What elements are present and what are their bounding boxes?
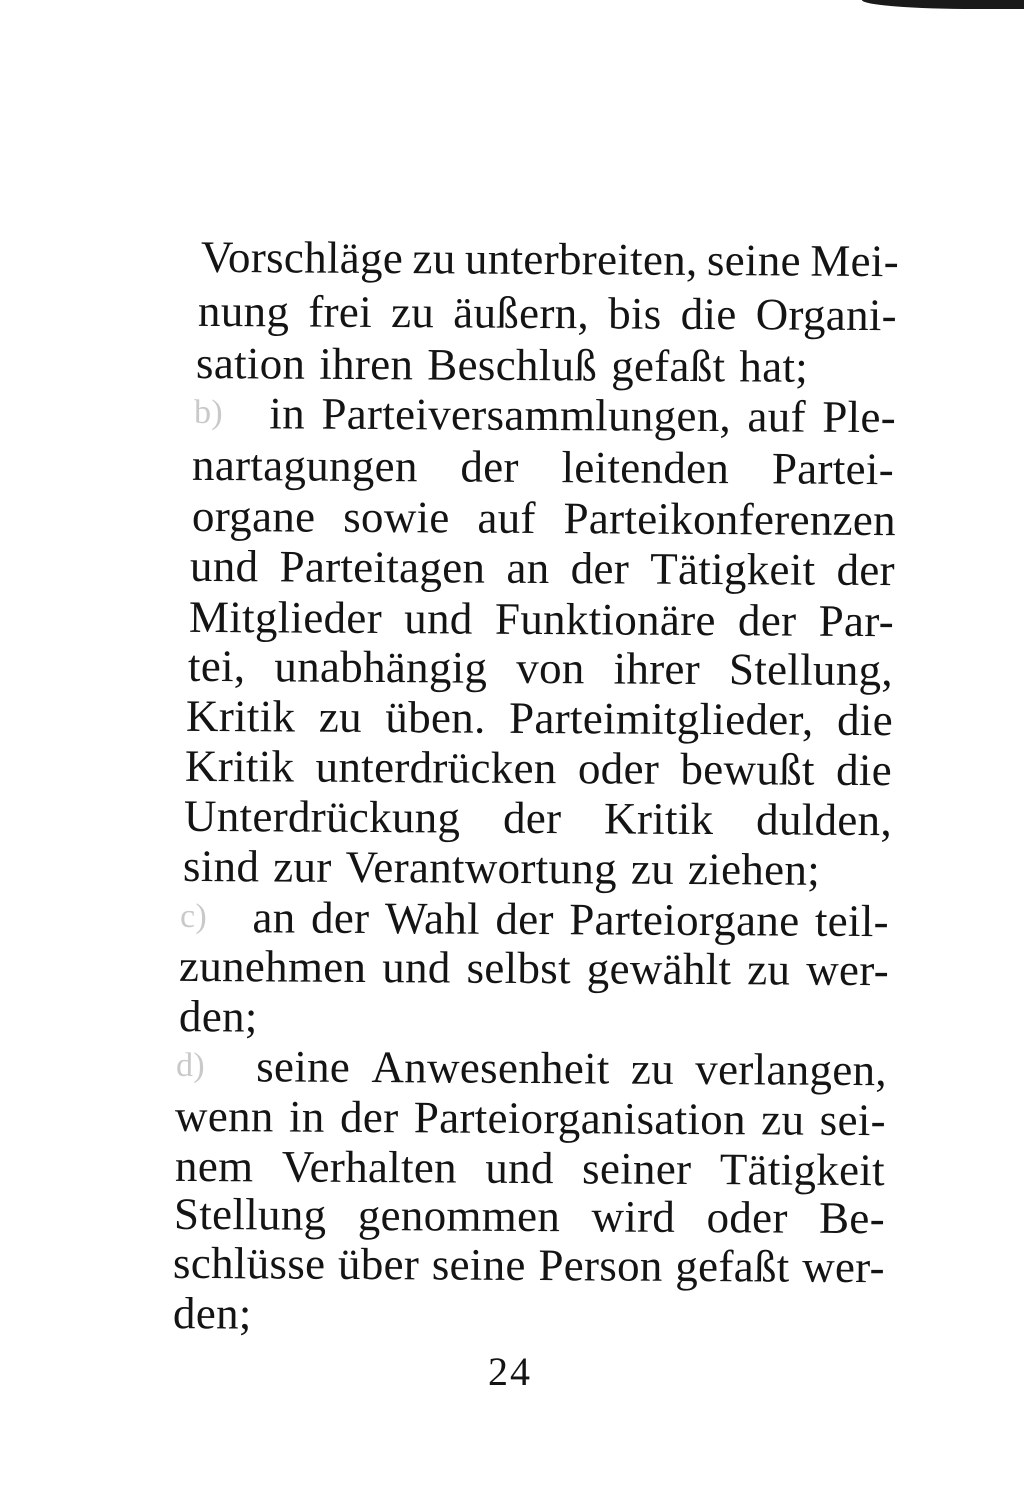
- enumeration-marker: b): [193, 393, 224, 432]
- word: der: [495, 893, 554, 945]
- word: Funktionäre: [494, 593, 716, 646]
- word: Kritik: [185, 690, 296, 742]
- word: in: [288, 1091, 325, 1142]
- text-line: [173, 1286, 473, 1342]
- word: tei,: [187, 640, 246, 692]
- text-line: [190, 539, 895, 597]
- word: zu: [630, 843, 675, 894]
- word: schlüsse: [172, 1237, 326, 1289]
- word: und: [404, 593, 473, 644]
- text-line: [196, 336, 836, 394]
- word: hat;: [739, 341, 809, 392]
- word: zu: [747, 944, 791, 995]
- word: und: [382, 942, 451, 993]
- word: Stellung: [173, 1188, 327, 1240]
- word: Person: [538, 1240, 663, 1291]
- word: in: [269, 388, 306, 439]
- word: Tätigkeit: [719, 1144, 886, 1196]
- word: seine: [431, 1239, 526, 1290]
- word: Beschluß: [427, 339, 598, 391]
- word: der: [460, 441, 519, 492]
- word: Partei-: [771, 443, 895, 495]
- word: die: [680, 288, 737, 340]
- word: Be-: [818, 1192, 886, 1244]
- word: und: [485, 1142, 554, 1194]
- word: seine: [256, 1041, 351, 1092]
- word: wer-: [802, 1241, 886, 1293]
- word: frei: [308, 286, 373, 337]
- text-line: [183, 839, 873, 897]
- word: sind: [182, 840, 260, 892]
- text-line: [173, 1236, 885, 1294]
- word: und: [189, 540, 259, 592]
- word: zur: [273, 841, 332, 892]
- word: Organi-: [755, 289, 898, 341]
- word: ziehen;: [687, 843, 821, 895]
- word: leitenden: [561, 442, 730, 494]
- word: den;: [178, 991, 258, 1042]
- word: bewußt: [680, 743, 815, 795]
- page-number: 24: [488, 1349, 532, 1394]
- word: nartagungen: [191, 439, 418, 492]
- word: unterbreiten,: [464, 233, 698, 285]
- word: sowie: [343, 491, 450, 543]
- word: Parteiorgane: [569, 894, 800, 946]
- text-line: [192, 489, 896, 547]
- word: sation: [195, 338, 306, 389]
- word: Tätigkeit: [650, 543, 816, 595]
- word: zu: [412, 233, 456, 284]
- text-line: [198, 284, 897, 342]
- word: von: [516, 642, 585, 694]
- text-line: [176, 1039, 887, 1097]
- word: Ple-: [822, 391, 897, 443]
- word: Parteitagen: [279, 541, 486, 593]
- word: wird: [591, 1191, 676, 1242]
- word: Kritik: [603, 793, 714, 845]
- word: Parteiorganisation: [413, 1092, 747, 1145]
- word: an: [252, 892, 296, 943]
- word: zu: [630, 1043, 675, 1094]
- word: ihren: [319, 338, 414, 390]
- word: der: [310, 892, 370, 943]
- word: sei-: [819, 1094, 887, 1146]
- word: seiner: [581, 1143, 692, 1194]
- word: der: [737, 595, 797, 646]
- word: äußern,: [453, 287, 590, 339]
- word: an: [506, 542, 550, 594]
- word: der: [502, 792, 562, 844]
- word: Parteiversammlungen,: [321, 388, 732, 442]
- word: selbst: [466, 942, 572, 994]
- word: dulden,: [755, 794, 893, 846]
- word: Kritik: [184, 740, 295, 792]
- word: auf: [477, 492, 536, 543]
- word: verlangen,: [695, 1044, 888, 1096]
- word: auf: [747, 391, 807, 442]
- word: Wahl: [384, 893, 481, 944]
- text-line: [192, 438, 894, 496]
- word: zu: [761, 1094, 805, 1145]
- word: Parteimitglieder,: [508, 692, 814, 745]
- text-line: [185, 739, 892, 797]
- word: seine: [706, 234, 802, 286]
- word: Verantwortung: [345, 841, 618, 894]
- word: bis: [608, 288, 662, 339]
- word: nem: [174, 1140, 254, 1192]
- word: Mei-: [810, 235, 900, 287]
- word: die: [836, 694, 894, 746]
- word: organe: [191, 490, 316, 542]
- text-line: [179, 939, 889, 997]
- word: unterdrücken: [315, 741, 557, 794]
- word: zu: [318, 691, 363, 742]
- text-line: [184, 789, 892, 847]
- word: den;: [172, 1288, 252, 1339]
- word: Vorschläge: [200, 231, 404, 284]
- word: Par-: [818, 595, 895, 647]
- word: der: [836, 544, 896, 596]
- text-line: [194, 386, 896, 444]
- word: nung: [197, 285, 290, 337]
- word: gefaßt: [611, 340, 726, 392]
- word: wenn: [174, 1090, 274, 1142]
- word: Unterdrückung: [183, 790, 461, 843]
- text-line: [175, 1089, 886, 1147]
- word: zu: [390, 287, 435, 338]
- word: über: [337, 1238, 420, 1290]
- word: zunehmen: [178, 940, 367, 992]
- text-line: [188, 639, 893, 697]
- word: gewählt: [586, 943, 732, 995]
- word: wer-: [806, 944, 890, 996]
- word: unabhängig: [274, 641, 488, 693]
- word: Mitglieder: [188, 591, 383, 644]
- word: ihrer: [613, 643, 701, 694]
- word: oder: [577, 743, 660, 794]
- text-line: [186, 689, 893, 747]
- word: gefaßt: [675, 1240, 790, 1292]
- word: Parteikonferenzen: [563, 493, 897, 546]
- word: teil-: [814, 895, 890, 947]
- word: der: [570, 543, 630, 594]
- word: der: [339, 1091, 399, 1143]
- word: Verhalten: [281, 1141, 458, 1193]
- word: üben.: [385, 692, 486, 743]
- enumeration-marker: c): [179, 897, 208, 935]
- word: die: [835, 744, 893, 796]
- word: genommen: [357, 1189, 561, 1242]
- text-line: [201, 230, 899, 288]
- word: oder: [706, 1192, 788, 1243]
- enumeration-marker: d): [175, 1046, 206, 1085]
- word: Anwesenheit: [371, 1042, 610, 1094]
- word: Stellung,: [728, 644, 894, 696]
- text-line: [179, 989, 479, 1045]
